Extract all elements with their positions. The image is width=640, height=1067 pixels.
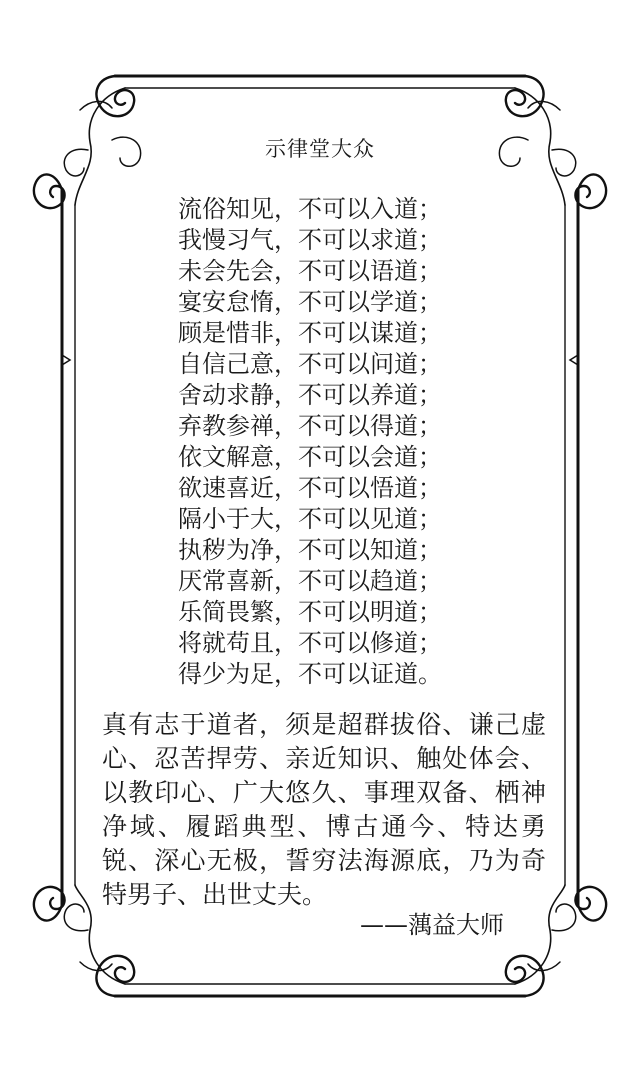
verse-line: 执秽为净，不可以知道； [178, 536, 442, 564]
verse-line: 乐简畏繁，不可以明道； [178, 598, 442, 626]
verse-line: 依文解意，不可以会道； [178, 443, 442, 471]
verse-line: 宴安怠惰，不可以学道； [178, 288, 442, 316]
closing-paragraph: 真有志于道者，须是超群拔俗、谦己虚心、忍苦捍劳、亲近知识、触处体会、以教印心、广大悠久、事理双备、栖神净域、履蹈典型、博古通今、特达勇锐、深心无极，誓穷法海源底，乃为奇特男子、出世丈夫。 [102, 710, 546, 909]
verse-line: 得少为足，不可以证道。 [178, 660, 442, 688]
verse-line: 隔小于大，不可以见道； [178, 505, 442, 533]
verse-line: 自信己意，不可以问道； [178, 350, 442, 378]
verse-line: 厌常喜新，不可以趋道； [178, 567, 442, 595]
verse-line: 未会先会，不可以语道； [178, 257, 442, 285]
verse-line: 顾是惜非，不可以谋道； [178, 319, 442, 347]
verse-line: 我慢习气，不可以求道； [178, 226, 442, 254]
verse-line: 欲速喜近，不可以悟道； [178, 474, 442, 502]
verse-list [178, 194, 478, 690]
verse-line: 将就苟且，不可以修道； [178, 629, 442, 657]
verse-line: 舍动求静，不可以养道； [178, 381, 442, 409]
verse-line: 流俗知见，不可以入道； [178, 195, 442, 223]
verse-line: 弃教参禅，不可以得道； [178, 412, 442, 440]
poem-title: 示律堂大众 [265, 137, 375, 161]
author-signature: ——蕅益大师 [360, 911, 504, 939]
